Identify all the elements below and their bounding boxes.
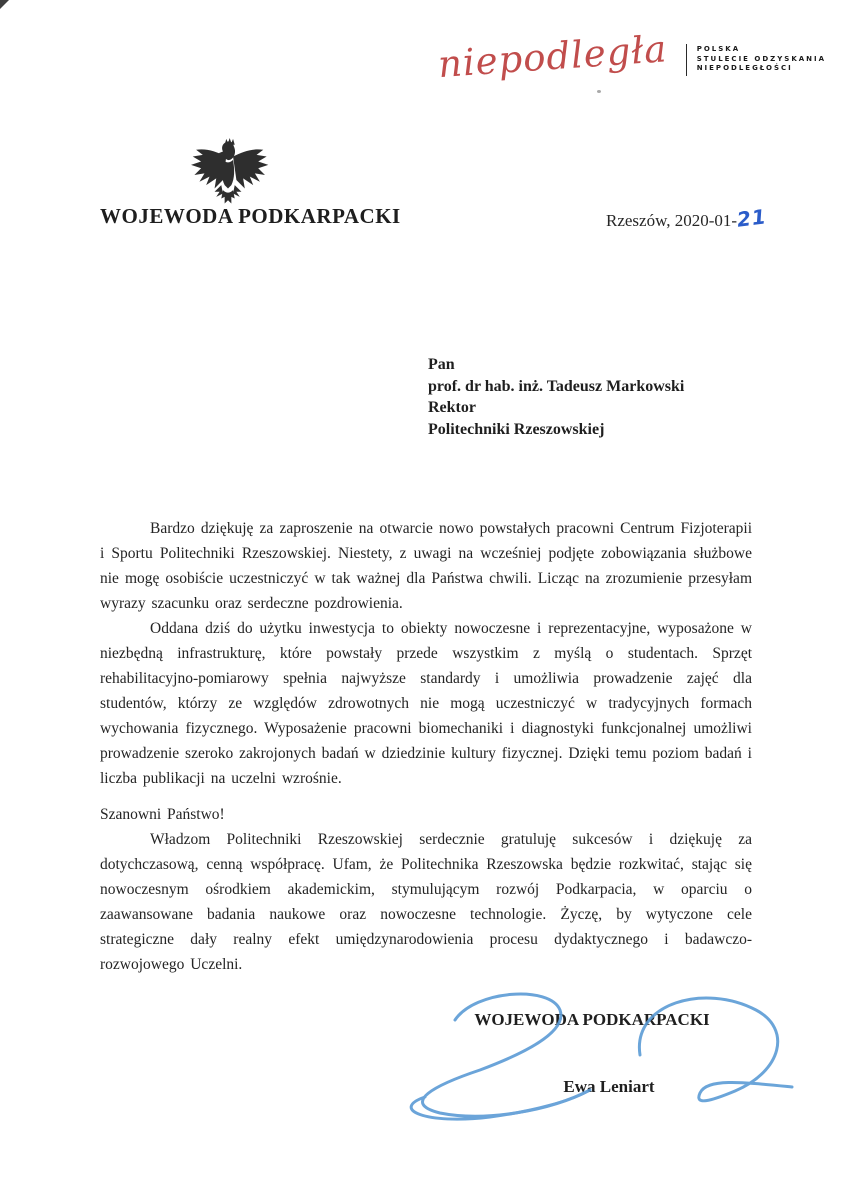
niepodlegla-logo — [436, 27, 827, 89]
body-paragraph: Bardzo dziękuję za zaproszenie na otwarcie nowo powstałych pracowni Centrum Fizjoterapii i Sportu Politechniki Rzeszowskiej. Niestety, z uwagi na wcześniej podjęte zobowiązania służbowe nie mogę osobiście uczestniczyć w tak ważnej dla Państwa chwili. Licząc na zrozumienie przesyłam wyrazy szacunku oraz serdeczne pozdrowienia. — [100, 520, 752, 612]
letter-body — [100, 516, 752, 977]
signature-name: Ewa Leniart — [563, 1077, 655, 1096]
logo-caption-line: POLSKA — [696, 45, 741, 54]
recipient-line: Pan — [428, 356, 455, 373]
office-title: WOJEWODA PODKARPACKI — [100, 204, 401, 228]
scan-corner-artifact — [0, 0, 9, 9]
niepodlegla-script-text: niepodległa — [436, 27, 669, 87]
handwritten-date-day: 21 — [735, 204, 769, 232]
date-printed: Rzeszów, 2020-01- — [606, 211, 738, 230]
logo-divider — [686, 44, 687, 76]
logo-caption-line: NIEPODLEGŁOŚCI — [696, 64, 793, 73]
signature-title: WOJEWODA PODKARPACKI — [474, 1010, 710, 1029]
scan-speck — [597, 90, 601, 93]
recipient-line: Politechniki Rzeszowskiej — [428, 420, 605, 438]
logo-caption-line: STULECIE ODZYSKANIA — [696, 54, 827, 63]
body-paragraph: Oddana dziś do użytku inwestycja to obiekty nowoczesne i reprezentacyjne, wyposażone w niezbędną infrastrukturę, które powstały przede wszystkim z myślą o studentach. Sprzęt rehabilitacyjno-pomiarowy spełnia najwyższe standardy i umożliwia prowadzenie zajęć dla studentów, którzy ze względów zdrowotnych nie mogą uczestniczyć w tradycyjnych formach wychowania fizycznego. Wyposażenie pracowni biomechaniki i diagnostyki funkcjonalnej umożliwi prowadzenie szeroko zakrojonych badań w dziedzinie kultury fizycznej. Dzięki temu poziom badań i liczba publikacji na uczelni wzrośnie. — [100, 620, 752, 787]
signature-block — [452, 1010, 732, 1097]
body-paragraph: Władzom Politechniki Rzeszowskiej serdecznie gratuluję sukcesów i dziękuję za dotychczasową, cenną współpracę. Ufam, że Politechnika Rzeszowska będzie rozkwitać, stając się nowoczesnym ośrodkiem akademickim, stymulującym rozwój Podkarpacia, w oparciu o zaawansowane badania naukowe oraz nowoczesne technologie. Życzę, by wytyczone cele strategiczne dały realny efekt umiędzynarodowienia procesu dydaktycznego i badawczo-rozwojowego Uczelni. — [100, 831, 752, 973]
recipient-block — [428, 354, 684, 440]
logo-caption — [697, 45, 826, 74]
salutation-line: Szanowni Państwo! — [100, 806, 225, 823]
date-line — [606, 204, 769, 232]
recipient-line: Rektor — [428, 399, 476, 416]
recipient-line: prof. dr hab. inż. Tadeusz Markowski — [428, 377, 685, 395]
